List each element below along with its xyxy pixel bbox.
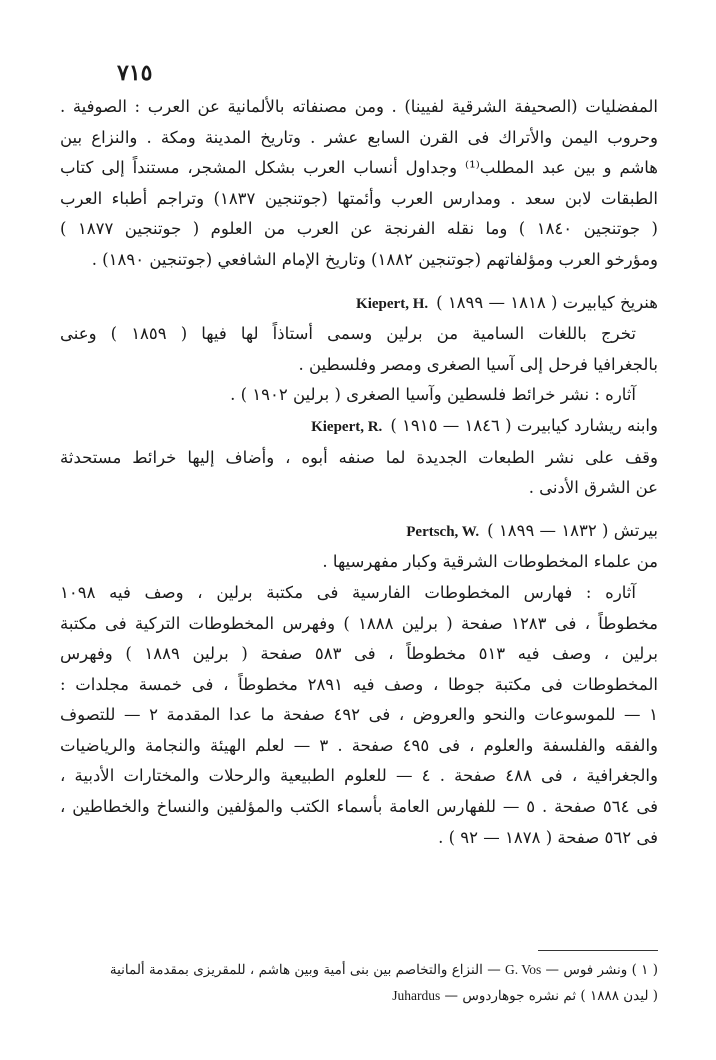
entry-heading <box>60 411 658 443</box>
entry-latin-name: Kiepert, R. <box>311 418 383 435</box>
text-line: والجغرافية ، فى ٤٨٨ صفحة . ٤ — للعلوم الطبيعية والرحلات والمختارات الأدبية ، <box>60 766 658 786</box>
text-line: تخرج باللغات السامية من برلين وسمى أستاذاً لها فيها ( ١٨٥٩ ) وعنى <box>60 324 636 344</box>
paragraph-continuation <box>60 92 658 276</box>
entry-works: آثاره : نشر خرائط فلسطين وآسيا الصغرى ( برلين ١٩٠٢ ) . <box>230 385 636 405</box>
entry-latin-name: Kiepert, H. <box>356 295 429 312</box>
footnote-divider <box>538 950 658 951</box>
text-line: هاشم و بين عبد المطلب⁽¹⁾ وجداول أنساب العرب بشكل المشجر، مستنداً إلى كتاب <box>60 158 658 178</box>
footnote-line <box>60 983 658 1009</box>
text-line: فى ٥٦٤ صفحة . ٥ — للفهارس العامة بأسماء الكتب والمؤلفين والنساخ والخطاطين ، <box>60 797 658 817</box>
footnote-text: ( ليدن ١٨٨٨ ) ثم نشره جوهاردوس — <box>440 988 658 1004</box>
entry-kiepert-r <box>60 411 658 504</box>
text-line: ومؤرخو العرب ومؤلفاتهم (جوتنجين ١٨٨٢) وتاريخ الإمام الشافعي (جوتنجين ١٨٩٠) . <box>91 249 658 269</box>
text-line: فى ٥٦٢ صفحة ( ١٨٧٨ — ٩٢ ) . <box>438 827 658 847</box>
page-body <box>60 92 658 853</box>
text-line: المفضليات (الصحيفة الشرقية لفيينا) . ومن مصنفاته بالألمانية عن العرب : الصوفية . <box>60 97 658 116</box>
text-line: بالجغرافيا فرحل إلى آسيا الصغرى ومصر وفلسطين . <box>298 354 658 374</box>
text-line: برلين ، وصف فيه ٥١٣ مخطوطاً ، فى ٥٨٣ صفحة ( برلين ١٨٨٩ ) وفهرس <box>60 644 658 664</box>
entry-kiepert-h <box>60 288 658 411</box>
text-line: المخطوطات فى مكتبة جوطا ، وصف فيه ٢٨٩١ مخطوطاً ، فى خمسة مجلدات : <box>60 674 658 694</box>
entry-arabic-name: وابنه ريشارد كيابيرت ( ١٨٤٦ — ١٩١٥ ) <box>390 415 658 435</box>
entry-arabic-name: هنريخ كيابيرت ( ١٨١٨ — ١٨٩٩ ) <box>436 292 658 312</box>
footnote-latin: Juhardus <box>392 988 441 1003</box>
text-line: وقف على نشر الطبعات الجديدة لما صنفه أبوه ، وأضاف إليها خرائط مستحدثة <box>60 447 658 467</box>
footnote-text: ( ١ ) ونشر فوس — <box>541 962 658 978</box>
footnote-latin: G. Vos <box>504 962 542 977</box>
text-line: عن الشرق الأدنى . <box>528 478 658 498</box>
text-line: الطبقات لابن سعد . ومدارس العرب وأئمتها (جوتنجين ١٨٣٧) وتراجم أطباء العرب <box>60 188 658 208</box>
text-line: وحروب اليمن والأتراك فى القرن السابع عشر . وتاريخ المدينة ومكة . والنزاع بين <box>60 127 658 147</box>
footnotes <box>60 957 658 1009</box>
entry-heading <box>60 516 658 548</box>
text-line: والفقه والفلسفة والعلوم ، فى ٤٩٥ صفحة . ٣ — لعلم الهيئة والنجامة والرياضيات <box>60 735 658 755</box>
footnote-text: — النزاع والتخاصم بين بنى أمية وبين هاشم ، للمقريزى بمقدمة ألمانية <box>109 962 505 978</box>
entry-intro: من علماء المخطوطات الشرقية وكبار مفهرسيها . <box>322 552 658 572</box>
text-line: مخطوطاً ، فى ١٢٨٣ صفحة ( برلين ١٨٨٨ ) وفهرس المخطوطات التركية فى مكتبة <box>60 613 658 633</box>
text-line: ( جوتنجين ١٨٤٠ ) وما نقله الفرنجة عن العرب من العلوم ( جوتنجين ١٨٧٧ ) <box>60 219 658 239</box>
entry-latin-name: Pertsch, W. <box>406 523 480 540</box>
footnote-line <box>60 957 658 983</box>
entry-arabic-name: بيرتش ( ١٨٣٢ — ١٨٩٩ ) <box>487 520 658 540</box>
text-line: ١ — للموسوعات والنحو والعروض ، فى ٤٩٢ صفحة ما عدا المقدمة ٢ — للتصوف <box>60 705 658 725</box>
text-line: آثاره : فهارس المخطوطات الفارسية فى مكتبة برلين ، وصف فيه ١٠٩٨ <box>60 582 636 602</box>
page-number: ٧١٥ <box>117 60 153 86</box>
entry-pertsch <box>60 516 658 854</box>
entry-heading <box>60 288 658 320</box>
